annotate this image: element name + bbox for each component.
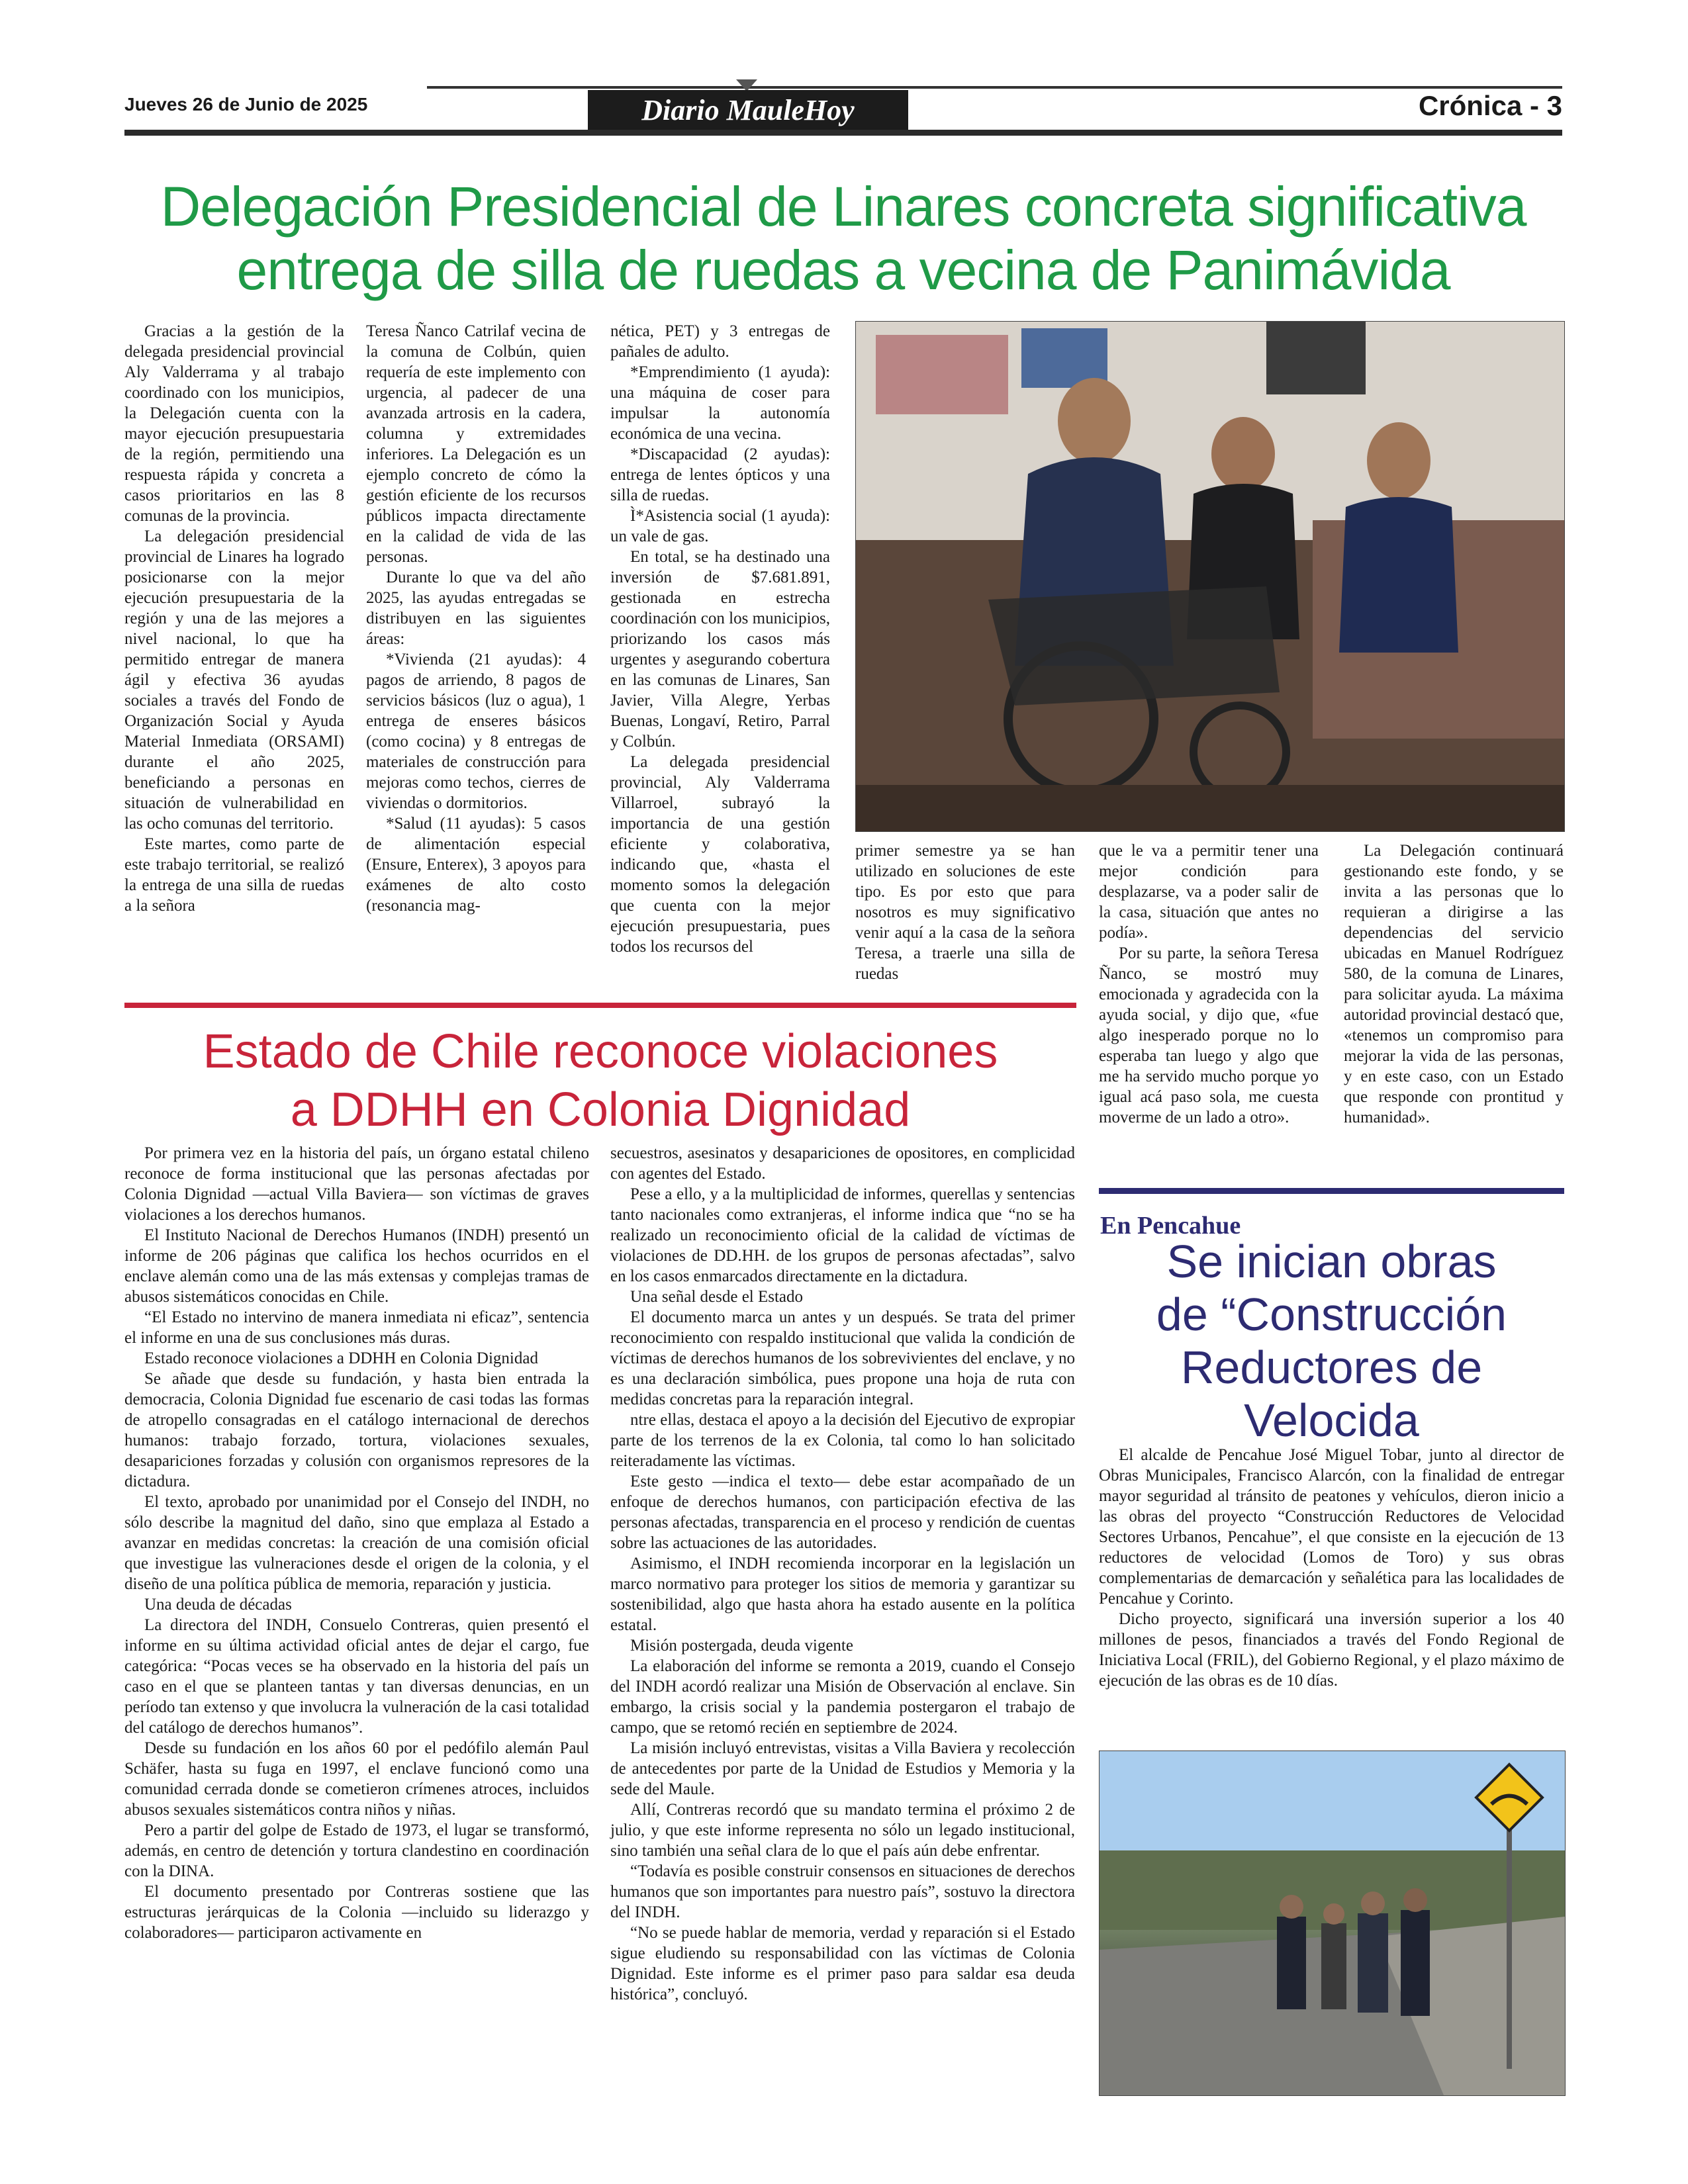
- paragraph: El texto, aprobado por unanimidad por el Consejo del INDH, no sólo describe la magnitud del daño, sino que emplaza al Estado a avanzar en medidas concretas: la creación de una comisión oficial que investigue las vulneraciones desde el origen de la colonia, y el diseño de una política pública de memoria, reparación y justicia.: [124, 1493, 589, 1593]
- paragraph: Se añade que desde su fundación, y hasta bien entrada la democracia, Colonia Dignidad fue escenario de casi todas las formas de atropello consagradas en el catálogo internacional de derechos humanos: trabajo forzado, tortura, violaciones sexuales, desapariciones forzadas y colusión con organismos represores de la dictadura.: [124, 1370, 589, 1490]
- article2-headline: [124, 1023, 1076, 1139]
- article1-column-6: [1344, 841, 1564, 1128]
- subheading: Misión postergada, deuda vigente: [630, 1637, 853, 1655]
- paragraph: “Todavía es posible construir consensos en situaciones de derechos humanos que son importantes para nuestro país”, sostuvo la directora del INDH.: [610, 1862, 1075, 1921]
- paragraph: Este gesto —indica el texto— debe estar acompañado de un enfoque de derechos humanos, con participación efectiva de las personas afectadas, transparencia en el proceso y rendición de cuentas sobre las actuaciones de las autoridades.: [610, 1473, 1075, 1552]
- article3-headline-line4: Velocida: [1244, 1394, 1419, 1446]
- paragraph: Pese a ello, y a la multiplicidad de informes, querellas y sentencias tanto nacionales como extranjeras, el informe indica que “no se ha realizado un reconocimiento oficial de la calidad de víctimas de violaciones de DD.HH. de los grupos de personas afectadas”, salvo en los casos enmarcados directamente en la dictadura.: [610, 1185, 1075, 1285]
- paragraph: El Instituto Nacional de Derechos Humanos (INDH) presentó un informe de 206 páginas que califica los hechos ocurridos en el enclave alemán como una de las más extensas y complejas tramas de abusos sistemáticos conocidas en Chile.: [124, 1226, 589, 1306]
- article2-column-1: [124, 1143, 589, 1943]
- paragraph: *Vivienda (21 ayudas): 4 pagos de arriendo, 8 pagos de servicios básicos (luz o agua), 1 entrega de enseres básicos (como cocina) y 8 entregas de materiales de construcción para mejoras como techos, cierres de viviendas o dormitorios.: [366, 651, 586, 812]
- header-rule: [124, 130, 1562, 136]
- article1-column-1: [124, 321, 344, 916]
- article1-column-5: [1099, 841, 1319, 1128]
- paragraph: El alcalde de Pencahue José Miguel Tobar, junto al director de Obras Municipales, Francisco Alarcón, con la finalidad de entregar mayor seguridad al tránsito de peatones y vehículos, dieron inicio a las obras del proyecto “Construcción Reductores de Velocidad Sectores Urbanos, Pencahue”, el que consiste en la ejecución de 13 reductores de velocidad (Lomos de Toro) y sus obras complementarias de demarcación y señalética para las localidades de Pencahue y Corinto.: [1099, 1446, 1564, 1608]
- paragraph: Dicho proyecto, significará una inversión superior a los 40 millones de pesos, financiados a través del Fondo Regional de Iniciativa Local (FRIL), del Gobierno Regional, y el plazo máximo de ejecución de las obras es de 10 días.: [1099, 1610, 1564, 1690]
- article2-column-2: [610, 1143, 1075, 2005]
- paragraph: *Emprendimiento (1 ayuda): una máquina de coser para impulsar la autonomía económica de una vecina.: [610, 363, 830, 443]
- article2-top-rule: [124, 1003, 1076, 1008]
- paragraph: que le va a permitir tener una mejor condición para desplazarse, va a poder salir de la casa, situación que antes no podía».: [1099, 842, 1319, 942]
- paragraph: Allí, Contreras recordó que su mandato termina el próximo 2 de julio, y que este informe representa no sólo un legado institucional, sino también una señal clara de lo que el país aún debe enfrentar.: [610, 1801, 1075, 1860]
- issue-date: Jueves 26 de Junio de 2025: [124, 94, 368, 114]
- paragraph: Durante lo que va del año 2025, las ayudas entregadas se distribuyen en las siguientes áreas:: [366, 569, 586, 648]
- article3-top-rule: [1099, 1188, 1564, 1194]
- photo-illustration: [1100, 1751, 1565, 2095]
- article1-column-2: [366, 321, 586, 916]
- paragraph: La elaboración del informe se remonta a 2019, cuando el Consejo del INDH acordó realizar una Misión de Observación al enclave. Sin embargo, la crisis social y la pandemia postergaron el trabajo de campo, que se retomó recién en septiembre de 2024.: [610, 1657, 1075, 1737]
- photo-illustration: [856, 322, 1564, 831]
- paragraph: Este martes, como parte de este trabajo territorial, se realizó la entrega de una silla de ruedas a la señora: [124, 835, 344, 915]
- subheading: Una deuda de décadas: [144, 1596, 292, 1614]
- paragraph: Desde su fundación en los años 60 por el pedófilo alemán Paul Schäfer, hasta su fuga en 1997, el enclave funcionó como una comunidad cerrada donde se cometieron crímenes atroces, incluidos abusos sexuales sistemáticos contra niños y niñas.: [124, 1739, 589, 1819]
- article1-headline-line2: entrega de silla de ruedas a vecina de Panimávida: [236, 239, 1450, 301]
- header-top-rule: [427, 86, 1562, 89]
- paragraph: Pero a partir del golpe de Estado de 1973, el lugar se transformó, además, en centro de detención y tortura clandestino en coordinación con la DINA.: [124, 1821, 589, 1880]
- article3-kicker: En Pencahue: [1100, 1212, 1241, 1240]
- paragraph: nética, PET) y 3 entregas de pañales de adulto.: [610, 322, 830, 361]
- article1-column-4: [855, 841, 1075, 984]
- article3-headline: [1099, 1235, 1564, 1447]
- article3-body: [1099, 1445, 1564, 1691]
- paragraph: secuestros, asesinatos y desapariciones de opositores, en complicidad con agentes del Estado.: [610, 1144, 1075, 1183]
- article1-headline: [124, 175, 1562, 302]
- paragraph: Por primera vez en la historia del país, un órgano estatal chileno reconoce de forma institucional que las personas afectadas por Colonia Dignidad —actual Villa Baviera— son víctimas de graves violaciones a los derechos humanos.: [124, 1144, 589, 1224]
- paragraph: “El Estado no intervino de manera inmediata ni eficaz”, sentencia el informe en una de sus conclusiones más duras.: [124, 1308, 589, 1347]
- article2-headline-line1: Estado de Chile reconoce violaciones: [203, 1025, 998, 1078]
- article3-headline-line2: de “Construcción: [1156, 1289, 1507, 1340]
- paragraph: primer semestre ya se han utilizado en soluciones de este tipo. Es por esto que para nosotros es muy significativo venir aquí a la casa de la señora Teresa, a traerle una silla de ruedas: [855, 842, 1075, 983]
- article3-headline-line3: Reductores de: [1180, 1342, 1483, 1393]
- section-page: Crónica - 3: [1418, 90, 1562, 121]
- paragraph: *Discapacidad (2 ayudas): entrega de lentes ópticos y una silla de ruedas.: [610, 445, 830, 504]
- paragraph: En total, se ha destinado una inversión de $7.681.891, gestionada en estrecha coordinación con los municipios, priorizando los casos más urgentes y asegurando cobertura en las comunas de Linares, San Javier, Villa Alegre, Yerbas Buenas, Longaví, Retiro, Parral y Colbún.: [610, 548, 830, 751]
- paragraph: Ì*Asistencia social (1 ayuda): un vale de gas.: [610, 507, 830, 545]
- article2-headline-line2: a DDHH en Colonia Dignidad: [290, 1083, 911, 1136]
- masthead-logo: Diario MauleHoy: [588, 90, 908, 130]
- paragraph: Gracias a la gestión de la delegada presidencial provincial Aly Valderrama y al trabajo coordinado con los municipios, la Delegación cuenta con la mayor ejecución presupuestaria de la región, permitiendo una respuesta rápida y concreta a casos prioritarios en las 8 comunas de la provincia.: [124, 322, 344, 525]
- article1-column-3: [610, 321, 830, 957]
- paragraph: ntre ellas, destaca el apoyo a la decisión del Ejecutivo de expropiar parte de los terrenos de la ex Colonia, tal como lo han solicitado reiteradamente las víctimas.: [610, 1411, 1075, 1470]
- paragraph: Teresa Ñanco Catrilaf vecina de la comuna de Colbún, quien requería de este implemento con urgencia, al padecer de una avanzada artrosis en la cadera, columna y extremidades inferiores. La Delegación es un ejemplo concreto de cómo la gestión eficiente de los recursos públicos impacta directamente en la calidad de vida de las personas.: [366, 322, 586, 566]
- paragraph: La Delegación continuará gestionando este fondo, y se invita a las personas que lo requieran a dirigirse a las dependencias del servicio ubicadas en Manuel Rodríguez 580, de la comuna de Linares, para solicitar ayuda. La máxima autoridad provincial destacó que, «tenemos un compromiso para mejorar la vida de las personas, y en este caso, con un Estado que responde con prontitud y humanidad».: [1344, 842, 1564, 1126]
- paragraph: El documento presentado por Contreras sostiene que las estructuras jerárquicas de la Colonia —incluido su liderazgo y colaboradores— participaron activamente en: [124, 1883, 589, 1942]
- paragraph: La delegada presidencial provincial, Aly Valderrama Villarroel, subrayó la importancia de una gestión eficiente y colaborativa, indicando que, «hasta el momento somos la delegación que cuenta con la mejor ejecución presupuestaria, pues todos los recursos del: [610, 753, 830, 956]
- paragraph: La misión incluyó entrevistas, visitas a Villa Baviera y recolección de antecedentes por parte de la Unidad de Estudios y Memoria y la sede del Maule.: [610, 1739, 1075, 1798]
- paragraph: Por su parte, la señora Teresa Ñanco, se mostró muy emocionada y agradecida con la ayuda social, y dijo que, «fue algo inesperado porque no lo esperaba tan luego y algo que me ha servido mucho porque yo igual acá paso sola, me cuesta moverme de un lado a otro».: [1099, 944, 1319, 1126]
- paragraph: La delegación presidencial provincial de Linares ha logrado posicionarse con la mejor ejecución presupuestaria de la región y una de las mejores a nivel nacional, lo que ha permitido entregar de manera ágil y efectiva 36 ayudas sociales a través del Fondo de Organización Social y Ayuda Material Inmediata (ORSAMI) durante el año 2025, beneficiando a personas en situación de vulnerabilidad en las ocho comunas del territorio.: [124, 527, 344, 833]
- street-works-photo: [1099, 1751, 1566, 2096]
- paragraph: *Salud (11 ayudas): 5 casos de alimentación especial (Ensure, Enterex), 3 apoyos para exámenes de alto costo (resonancia mag-: [366, 815, 586, 915]
- wheelchair-delivery-photo: [855, 321, 1565, 832]
- paragraph: Asimismo, el INDH recomienda incorporar en la legislación un marco normativo para proteger los sitios de memoria y garantizar su sostenibilidad, algo que hasta ahora ha estado ausente en la política estatal.: [610, 1555, 1075, 1634]
- subheading: Una señal desde el Estado: [630, 1288, 804, 1306]
- paragraph: “No se puede hablar de memoria, verdad y reparación si el Estado sigue eludiendo su responsabilidad con las víctimas de Colonia Dignidad. Este informe es el primer paso para saldar esa deuda histórica”, concluyó.: [610, 1924, 1075, 2003]
- paragraph: Estado reconoce violaciones a DDHH en Colonia Dignidad: [144, 1349, 538, 1367]
- paragraph: El documento marca un antes y un después. Se trata del primer reconocimiento con respaldo institucional que valida la condición de víctimas de derechos humanos de los sobrevivientes del enclave, y no es una declaración simbólica, pues propone una hoja de ruta con medidas concretas para la reparación integral.: [610, 1308, 1075, 1408]
- paragraph: La directora del INDH, Consuelo Contreras, quien presentó el informe en su última actividad oficial antes de dejar el cargo, fue categórica: “Pocas veces se ha observado en la historia del país un caso en el que se planteen tantas y tan diversas denuncias, en un período tan extenso y que involucra la vulneración de la casi totalidad del catálogo de derechos humanos”.: [124, 1616, 589, 1737]
- article1-headline-line1: Delegación Presidencial de Linares concreta significativa: [160, 175, 1526, 238]
- article3-headline-line1: Se inician obras: [1166, 1236, 1497, 1287]
